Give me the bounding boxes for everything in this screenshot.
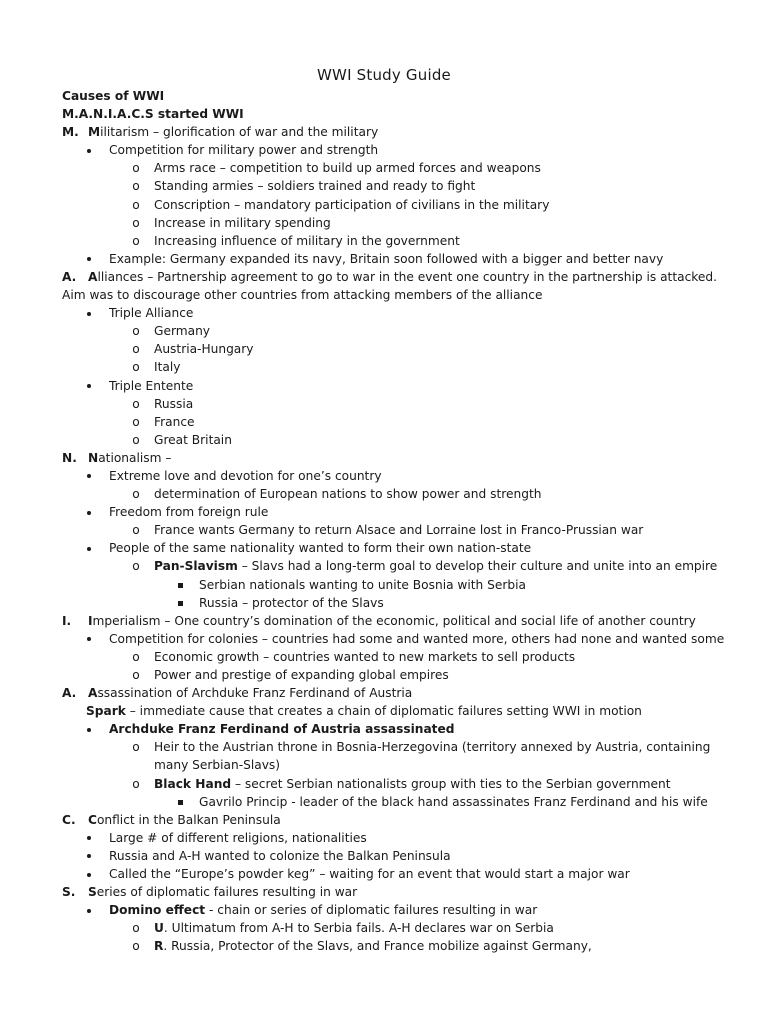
line-text: . Russia, Protector of the Slavs, and France mobilize against Germany,	[163, 939, 592, 954]
line-text: ilitarism – glorification of war and the military	[100, 125, 379, 140]
outline-line	[62, 340, 702, 358]
outline-line	[62, 883, 702, 901]
outline-line	[62, 756, 702, 774]
circle-bullet-icon: o	[132, 921, 140, 936]
outline-line	[62, 449, 702, 467]
square-bullet-icon	[174, 594, 186, 612]
circle-bullet-icon: o	[132, 432, 140, 447]
circle-bullet-icon: o	[132, 197, 140, 212]
line-text: determination of European nations to show power and strength	[154, 487, 542, 502]
outline-line	[62, 702, 702, 720]
line-text: Called the “Europe’s powder keg” – waiting for an event that would start a major war	[109, 867, 630, 882]
line-text: Power and prestige of expanding global empires	[154, 668, 449, 682]
line-text: ssassination of Archduke Franz Ferdinand of Austria	[97, 686, 413, 701]
outline-line	[62, 630, 725, 648]
line-text: Arms race – competition to build up armed forces and weapons	[154, 161, 541, 176]
initial-letter: I	[88, 613, 93, 628]
line-text: . Ultimatum from A-H to Serbia fails. A-H declares war on Serbia	[163, 921, 554, 936]
outline-line	[62, 539, 702, 557]
outline-line	[62, 286, 702, 304]
outline-line	[62, 503, 702, 521]
bullet-icon	[83, 304, 95, 322]
bullet-icon	[83, 377, 95, 395]
outline-line	[62, 919, 702, 937]
line-text: Italy	[154, 360, 181, 375]
line-text: Large # of different religions, nationalities	[109, 830, 367, 845]
outline-line	[62, 485, 702, 503]
outline-line	[62, 304, 702, 322]
line-text: People of the same nationality wanted to form their own nation-state	[109, 541, 532, 556]
outline-line	[62, 648, 702, 666]
bullet-icon	[83, 539, 95, 557]
bold-term: Spark	[86, 704, 126, 719]
line-text: Freedom from foreign rule	[109, 505, 269, 520]
line-text: Triple Alliance	[109, 306, 194, 321]
bullet-icon	[83, 865, 95, 883]
outline-line	[62, 576, 702, 594]
outline-line	[62, 196, 702, 214]
outline-line	[62, 268, 718, 286]
outline-line	[62, 377, 702, 395]
bullet-icon	[83, 847, 95, 865]
circle-bullet-icon: o	[132, 324, 140, 339]
outline-letter: C.	[62, 812, 76, 827]
outline-line	[62, 123, 702, 141]
initial-letter: A	[88, 269, 98, 284]
circle-bullet-icon: o	[132, 523, 140, 538]
circle-bullet-icon: o	[132, 215, 140, 230]
circle-bullet-icon: o	[132, 559, 140, 574]
line-text: Germany	[154, 324, 211, 339]
bold-term: Archduke Franz Ferdinand of Austria assassinated	[109, 722, 455, 737]
circle-bullet-icon: o	[132, 939, 140, 954]
line-text: Heir to the Austrian throne in Bosnia-Herzegovina (territory annexed by Austria, containing	[154, 740, 711, 755]
line-text: – secret Serbian nationalists group with ties to the Serbian government	[231, 776, 671, 791]
outline-line	[62, 847, 702, 865]
bullet-icon	[83, 141, 95, 159]
outline-line	[62, 793, 708, 811]
outline-line	[62, 901, 702, 919]
circle-bullet-icon: o	[132, 668, 140, 682]
circle-bullet-icon: o	[132, 649, 140, 664]
outline-line	[62, 322, 702, 340]
bullet-icon	[83, 503, 95, 521]
outline-line	[62, 105, 702, 123]
outline-letter: A.	[62, 686, 77, 701]
outline-line	[62, 612, 702, 630]
outline-line	[62, 937, 702, 955]
line-text: onflict in the Balkan Peninsula	[96, 812, 281, 827]
bullet-icon	[83, 250, 95, 268]
outline-line	[62, 250, 702, 268]
line-text: Example: Germany expanded its navy, Britain soon followed with a bigger and better navy	[109, 251, 664, 266]
bullet-icon	[83, 829, 95, 847]
bold-term: M.A.N.I.A.C.S started WWI	[62, 107, 244, 122]
line-text: ationalism –	[98, 450, 172, 465]
outline-line	[62, 684, 702, 702]
bold-term: Domino effect	[109, 903, 206, 918]
outline-letter: N.	[62, 450, 77, 465]
outline-line	[62, 720, 702, 738]
bullet-icon	[83, 901, 95, 919]
outline-body	[62, 87, 725, 956]
initial-letter: S	[88, 885, 97, 900]
line-text: mperialism – One country’s domination of the economic, political and social life of another country	[92, 613, 696, 628]
square-bullet-icon	[174, 793, 186, 811]
line-text: eries of diplomatic failures resulting in war	[96, 885, 358, 900]
line-text: Increasing influence of military in the government	[154, 233, 460, 248]
initial-letter: A	[88, 686, 98, 701]
line-text: many Serbian-Slavs)	[154, 758, 281, 773]
outline-line	[62, 159, 702, 177]
line-text: – immediate cause that creates a chain of diplomatic failures setting WWI in motion	[125, 704, 642, 719]
circle-bullet-icon: o	[132, 161, 140, 176]
line-text: Russia	[154, 396, 194, 411]
outline-line	[62, 557, 718, 575]
outline-line	[62, 177, 702, 195]
circle-bullet-icon: o	[132, 360, 140, 375]
line-text: - chain or series of diplomatic failures resulting in war	[205, 903, 538, 918]
circle-bullet-icon: o	[132, 776, 140, 791]
circle-bullet-icon: o	[132, 487, 140, 502]
line-text: Economic growth – countries wanted to new markets to sell products	[154, 649, 576, 664]
outline-line	[62, 232, 702, 250]
outline-line	[62, 521, 702, 539]
line-text: Great Britain	[154, 432, 232, 447]
line-text: Austria-Hungary	[154, 342, 254, 357]
line-text: Conscription – mandatory participation of civilians in the military	[154, 197, 550, 212]
page-title: WWI Study Guide	[317, 66, 451, 84]
line-text: Serbian nationals wanting to unite Bosnia with Serbia	[199, 577, 526, 592]
outline-line	[62, 87, 702, 105]
circle-bullet-icon: o	[132, 179, 140, 194]
circle-bullet-icon: o	[132, 414, 140, 429]
initial-letter: M	[88, 125, 101, 140]
outline-line	[62, 467, 702, 485]
outline-line	[62, 358, 702, 376]
outline-line	[62, 214, 702, 232]
outline-letter: M.	[62, 125, 79, 140]
line-text: Aim was to discourage other countries from attacking members of the alliance	[62, 288, 543, 303]
outline-letter: A.	[62, 269, 77, 284]
outline-line	[62, 738, 711, 756]
line-text: France	[154, 414, 195, 429]
outline-line	[62, 594, 702, 612]
outline-letter: S.	[62, 885, 76, 900]
outline-line	[62, 431, 702, 449]
line-text: Russia – protector of the Slavs	[199, 595, 384, 610]
line-text: Increase in military spending	[154, 215, 331, 230]
line-text: Competition for colonies – countries had some and wanted more, others had none and wanted some	[109, 631, 725, 646]
line-text: France wants Germany to return Alsace and Lorraine lost in Franco-Prussian war	[154, 523, 644, 538]
bold-term: Black Hand	[154, 776, 232, 791]
circle-bullet-icon: o	[132, 740, 140, 755]
bold-term: Pan-Slavism	[154, 559, 238, 574]
outline-line	[62, 413, 702, 431]
bullet-icon	[83, 720, 95, 738]
bold-term: Causes of WWI	[62, 89, 165, 103]
outline-line	[62, 865, 702, 883]
line-text: – Slavs had a long-term goal to develop their culture and unite into an empire	[237, 559, 718, 574]
circle-bullet-icon: o	[132, 233, 140, 248]
square-bullet-icon	[174, 576, 186, 594]
line-text: lliances – Partnership agreement to go to war in the event one country in the partnership is attacked.	[97, 269, 718, 284]
line-text: Triple Entente	[109, 378, 194, 393]
outline-letter: I.	[62, 613, 72, 628]
outline-line	[62, 666, 702, 684]
initial-letter: C	[88, 812, 97, 827]
line-text: Standing armies – soldiers trained and ready to fight	[154, 179, 476, 194]
line-text: Competition for military power and strength	[109, 143, 379, 158]
circle-bullet-icon: o	[132, 396, 140, 411]
line-text: Extreme love and devotion for one’s country	[109, 468, 382, 483]
circle-bullet-icon: o	[132, 342, 140, 357]
outline-line	[62, 811, 702, 829]
line-text: Russia and A-H wanted to colonize the Balkan Peninsula	[109, 848, 451, 863]
outline-line	[62, 775, 702, 793]
initial-letter: N	[88, 450, 99, 465]
bullet-icon	[83, 467, 95, 485]
bold-term: U	[154, 921, 164, 936]
outline-line	[62, 395, 702, 413]
bullet-icon	[83, 630, 95, 648]
outline-line	[62, 829, 702, 847]
bold-term: R	[154, 939, 164, 954]
line-text: Gavrilo Princip - leader of the black hand assassinates Franz Ferdinand and his wife	[199, 794, 708, 809]
outline-line	[62, 141, 702, 159]
